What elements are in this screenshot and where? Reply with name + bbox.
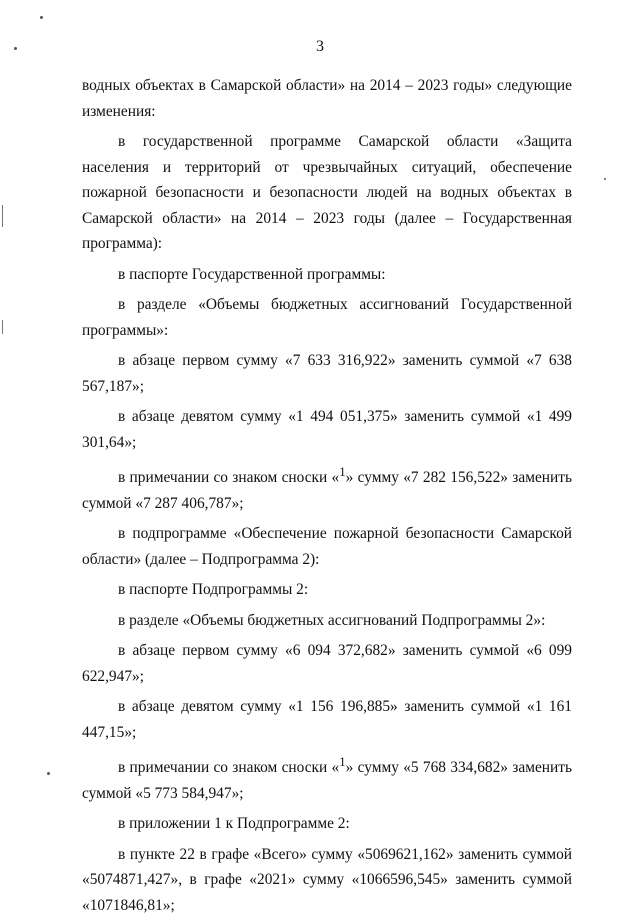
- paragraph: в пункте 22 в графе «Всего» сумму «5069621,162» заменить суммой «5074871,427», в графе «2021» сумму «1066596,545» заменить суммой «1071846,81»;: [82, 845, 572, 914]
- footnote-prefix: в примечании со знаком сноски «: [118, 469, 340, 487]
- paragraph: в паспорте Подпрограммы 2:: [118, 581, 309, 599]
- scan-speck: [47, 772, 50, 775]
- footnote-close: »: [345, 469, 358, 487]
- page-number: 3: [316, 38, 324, 55]
- paragraph: в абзаце первом сумму «7 633 316,922» заменить суммой «7 638 567,187»;: [82, 352, 572, 395]
- paragraph: в подпрограмме «Обеспечение пожарной безопасности Самарской области» (далее – Подпрограмма 2):: [82, 525, 572, 568]
- footnote-mark: 1: [339, 465, 346, 479]
- scan-speck: [40, 16, 43, 19]
- paragraph: в разделе «Объемы бюджетных ассигнований Подпрограммы 2»:: [118, 611, 546, 629]
- document-body: [82, 73, 572, 918]
- paragraph: в абзаце девятом сумму «1 494 051,375» заменить суммой «1 499 301,64»;: [82, 408, 572, 451]
- scan-speck: [604, 178, 606, 180]
- footnote-paragraph: [82, 750, 572, 806]
- footnote-text: сумму «5 768 334,682» заменить суммой «5 773 584,947»;: [82, 759, 572, 802]
- paragraph: в абзаце первом сумму «6 094 372,682» заменить суммой «6 099 622,947»;: [82, 642, 572, 685]
- footnote-text: сумму «7 282 156,522» заменить суммой «7 287 406,787»;: [82, 469, 572, 512]
- paragraph: в приложении 1 к Подпрограмме 2:: [118, 815, 350, 833]
- footnote-paragraph: [82, 460, 572, 516]
- paragraph: водных объектах в Самарской области» на 2014 – 2023 годы» следующие изменения:: [82, 77, 572, 120]
- paragraph: в паспорте Государственной программы:: [118, 265, 386, 283]
- footnote-close: »: [345, 759, 358, 777]
- paragraph: в государственной программе Самарской области «Защита населения и территорий от чрезвычайных ситуаций, обеспечение пожарной безопасности и безопасности людей на водных объектах в Самарской области» на 2014 – 2023 годы (далее – Государственная программа):: [82, 133, 572, 252]
- footnote-prefix: в примечании со знаком сноски «: [118, 759, 340, 777]
- paragraph: в разделе «Объемы бюджетных ассигнований Государственной программы»:: [82, 296, 572, 339]
- footnote-mark: 1: [339, 755, 346, 770]
- paragraph: в абзаце девятом сумму «1 156 196,885» заменить суммой «1 161 447,15»;: [82, 698, 572, 741]
- scan-edge-mark: [2, 320, 3, 334]
- scan-edge-mark: [2, 205, 3, 227]
